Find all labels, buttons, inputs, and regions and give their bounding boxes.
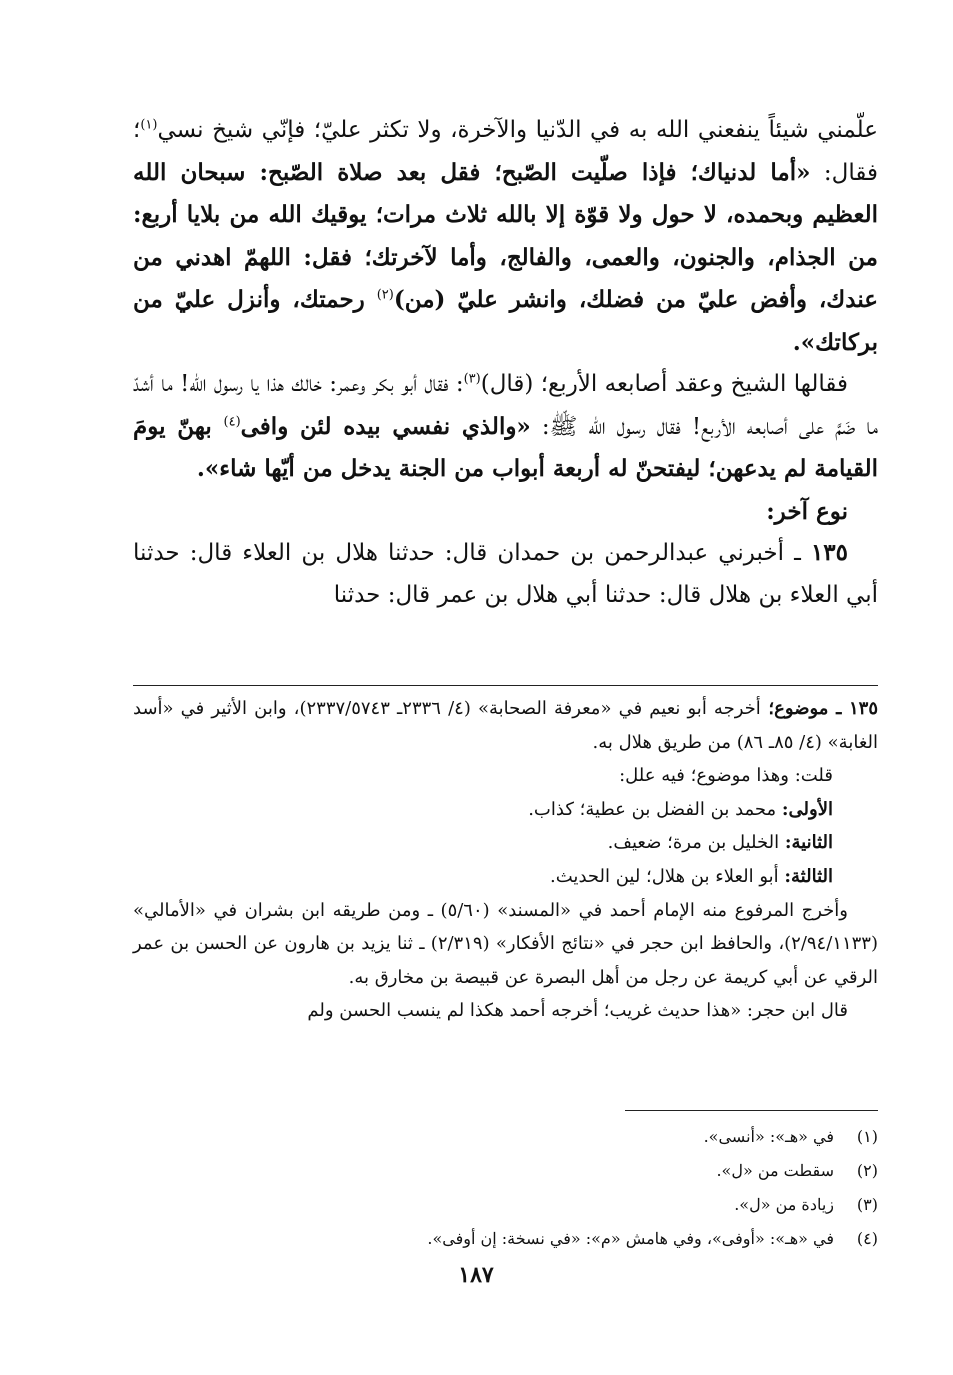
footnotes xyxy=(133,1120,878,1256)
commentary xyxy=(133,692,878,1028)
item-label: الثانية: xyxy=(784,832,833,854)
commentary-number: ١٣٥ xyxy=(849,698,879,719)
commentary-divider xyxy=(133,685,878,686)
commentary-paragraph: وأخرج المرفوع منه الإمام أحمد في «المسند» (٥/٦٠) ـ ومن طريقه ابن بشران في «الأمالي» (٢/٩٤/١١٣٣)، والحافظ ابن حجر في «نتائج الأفكار» (٢/٣١٩) ـ ثنا يزيد بن هارون عن الحسن بن عمر الرقي عن أبي كريمة عن رجل من أهل البصرة عن قبيصة بن مخارق به. xyxy=(133,899,878,988)
footnote-text: في «هـ»: «أوفى»، وفي هامش «م»: «في نسخة: إن أوفى». xyxy=(427,1229,834,1248)
footnote-item xyxy=(133,1120,878,1154)
footnote-divider xyxy=(625,1110,878,1111)
item-text: أبو العلاء بن هلال؛ لين الحديث. xyxy=(550,865,785,887)
footnote-text: سقطت من «ل». xyxy=(716,1161,834,1180)
item-label: الثالثة: xyxy=(784,865,833,887)
item-text: محمد بن الفضل بن عطية؛ كذاب. xyxy=(528,798,782,820)
hadith-text: «أما لدنياك؛ فإذا صلّيت الصّبح؛ فقل بعد صلاة الصّبح: سبحان الله العظيم وبحمده، لا حول ولا قوّة إلا بالله ثلاث مرات؛ يوقيك الله من بلايا أربع: من الجذام، والجنون، والعمى، والفالج، وأما لآخرتك؛ فقل: اللهمّ اهدني من عندك، وأفض عليّ من فضلك، وانشر عليّ (من) xyxy=(133,158,878,313)
main-paragraph-2 xyxy=(133,364,878,491)
footnote-marker-3[interactable]: (٣) xyxy=(463,371,481,387)
commentary-paragraph xyxy=(133,692,878,759)
main-text-run: فقالها الشيخ وعقد أصابعه الأربع؛ (قال) xyxy=(480,371,848,397)
hadith-number: ١٣٥ xyxy=(810,539,848,566)
commentary-verdict: ـ موضوع؛ xyxy=(760,698,850,719)
commentary-item xyxy=(133,860,878,894)
main-text xyxy=(133,110,878,616)
footnote-item xyxy=(133,1154,878,1188)
footnote-text: في «هـ»: «أنسى». xyxy=(703,1127,834,1146)
footnote-number: (١) xyxy=(856,1127,878,1146)
main-paragraph-1 xyxy=(133,110,878,364)
commentary-paragraph: قال ابن حجر: «هذا حديث غريب؛ أخرجه أحمد هكذا لم ينسب الحسن ولم xyxy=(307,1000,848,1022)
footnote-text: زيادة من «ل». xyxy=(734,1195,834,1214)
footnote-item xyxy=(133,1222,878,1256)
item-label: الأولى: xyxy=(781,798,833,820)
main-text-run: ـ أخبرني عبدالرحمن بن حمدان قال: حدثنا هلال بن العلاء قال: حدثنا أبي العلاء بن هلال قال: حدثنا أبي هلال بن عمر قال: حدثنا xyxy=(133,540,878,608)
hadith-text: رحمتك، وأنزل عليّ من بركاتك». xyxy=(133,286,878,356)
footnote-number: (٢) xyxy=(856,1161,878,1180)
hadith-text: «والذي نفسي بيده لئن وافى xyxy=(240,412,531,440)
main-text-run: علّمني شيئاً ينفعني الله به في الدّنيا والآخرة، ولا تكثر عليّ؛ فإنّي شيخ نسي xyxy=(157,117,878,143)
page-number: ١٨٧ xyxy=(458,1262,494,1288)
section-heading: نوع آخر: xyxy=(766,497,848,525)
main-text-run: ؛ فقال: xyxy=(133,117,878,186)
commentary-item xyxy=(133,826,878,860)
item-text: الخليل بن مرة؛ ضعيف. xyxy=(607,832,785,854)
footnote-marker-2[interactable]: (٢) xyxy=(376,287,394,303)
commentary-paragraph: قلت: وهذا موضوع؛ فيه علل: xyxy=(619,765,833,787)
main-paragraph-3 xyxy=(133,532,878,616)
main-text-run: : فقال أبو بكر وعمر: خالك هذا يا رسول الله! ما أشدّ ما ضَمَّ على أصابعه الأربع! فقال رسول الله ﷺ: xyxy=(133,371,878,440)
commentary-text: أخرجه أبو نعيم في «معرفة الصحابة» (٤/ ٢٣٣٦ـ ٢٣٣٧/٥٧٤٣)، وابن الأثير في «أسد الغابة» (٤/ ٨٥ـ ٨٦) من طريق هلال به. xyxy=(133,698,878,753)
footnote-item xyxy=(133,1188,878,1222)
footnote-marker-4[interactable]: (٤) xyxy=(223,413,241,429)
hadith-text: بهنّ يومَ القيامة لم يدعهن؛ ليفتحنّ له أربعة أبواب من الجنة يدخل من أيّها شاء». xyxy=(133,412,878,482)
footnote-number: (٣) xyxy=(856,1195,878,1214)
footnote-number: (٤) xyxy=(856,1229,878,1248)
commentary-item xyxy=(133,793,878,827)
footnote-marker-1[interactable]: (١) xyxy=(140,117,158,133)
